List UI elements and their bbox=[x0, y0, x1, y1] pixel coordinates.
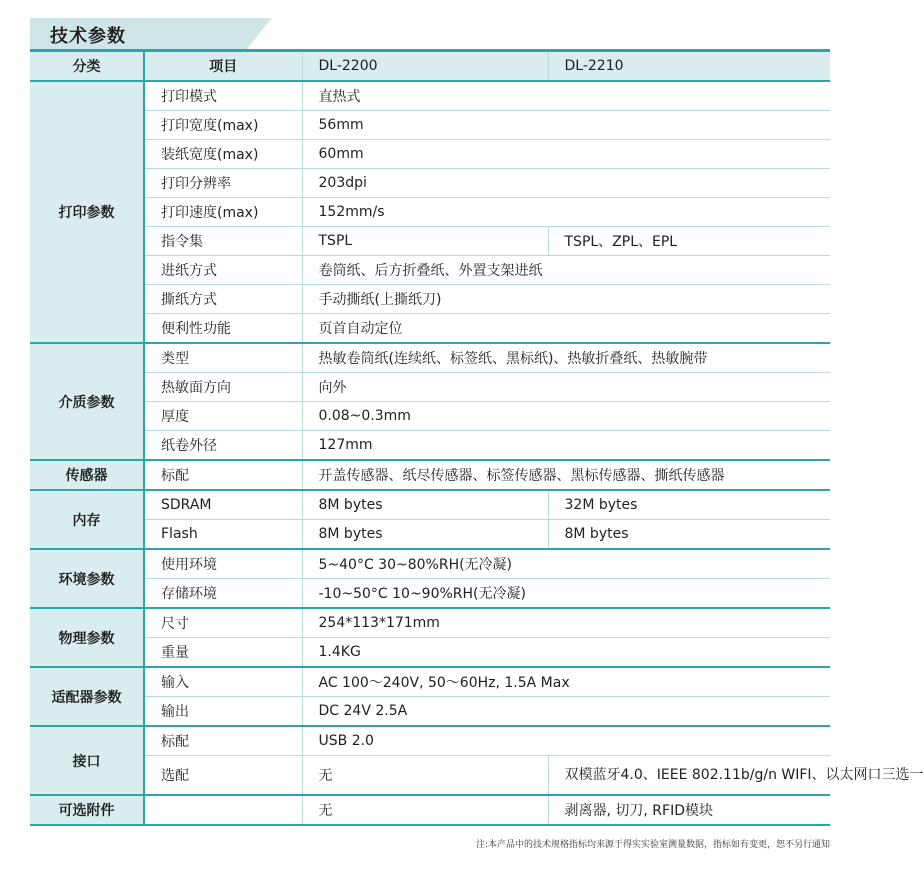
table-row bbox=[30, 343, 830, 373]
row-item: 标配 bbox=[144, 460, 302, 490]
row-value: 手动撕纸(上撕纸刀) bbox=[302, 285, 830, 314]
row-item: 打印分辨率 bbox=[144, 169, 302, 198]
table-row bbox=[30, 140, 830, 169]
row-value-a: 无 bbox=[302, 795, 548, 825]
row-value-b: 32M bytes bbox=[548, 490, 830, 520]
table-row bbox=[30, 795, 830, 825]
row-item: 进纸方式 bbox=[144, 256, 302, 285]
row-item: Flash bbox=[144, 520, 302, 550]
table-row bbox=[30, 227, 830, 256]
row-value: 254*113*171mm bbox=[302, 608, 830, 638]
group-media: 介质参数 bbox=[30, 343, 144, 460]
table-row bbox=[30, 256, 830, 285]
table-row bbox=[30, 81, 830, 111]
table-row bbox=[30, 314, 830, 344]
table-row bbox=[30, 490, 830, 520]
page-title: 技术参数 bbox=[50, 26, 126, 47]
row-value: AC 100～240V, 50～60Hz, 1.5A Max bbox=[302, 667, 830, 697]
table-header bbox=[30, 52, 830, 81]
row-value-a: 8M bytes bbox=[302, 520, 548, 550]
group-print: 打印参数 bbox=[30, 81, 144, 343]
row-value: 60mm bbox=[302, 140, 830, 169]
row-value: DC 24V 2.5A bbox=[302, 697, 830, 727]
row-value-b: 剥离器, 切刀, RFID模块 bbox=[548, 795, 830, 825]
row-item: 打印模式 bbox=[144, 81, 302, 111]
table-row bbox=[30, 549, 830, 579]
row-item: 热敏面方向 bbox=[144, 373, 302, 402]
group-interface: 接口 bbox=[30, 726, 144, 795]
row-item: 便利性功能 bbox=[144, 314, 302, 344]
footnote: 注:本产品中的技术规格指标均来源于得实实验室测量数据，指标如有变更，恕不另行通知 bbox=[475, 840, 830, 850]
row-item: 打印速度(max) bbox=[144, 198, 302, 227]
row-value-a: TSPL bbox=[302, 227, 548, 256]
row-item: 使用环境 bbox=[144, 549, 302, 579]
row-value: 热敏卷筒纸(连续纸、标签纸、黑标纸)、热敏折叠纸、热敏腕带 bbox=[302, 343, 830, 373]
table-row bbox=[30, 373, 830, 402]
row-value: 向外 bbox=[302, 373, 830, 402]
row-value: 直热式 bbox=[302, 81, 830, 111]
row-item: 输入 bbox=[144, 667, 302, 697]
table-row bbox=[30, 608, 830, 638]
row-item: 标配 bbox=[144, 726, 302, 756]
row-value: -10~50°C 10~90%RH(无冷凝) bbox=[302, 579, 830, 609]
row-value-a: 8M bytes bbox=[302, 490, 548, 520]
row-item: 尺寸 bbox=[144, 608, 302, 638]
row-value: 127mm bbox=[302, 431, 830, 461]
group-sensor: 传感器 bbox=[30, 460, 144, 490]
row-value: 5~40°C 30~80%RH(无冷凝) bbox=[302, 549, 830, 579]
row-item: 厚度 bbox=[144, 402, 302, 431]
row-value: 卷筒纸、后方折叠纸、外置支架进纸 bbox=[302, 256, 830, 285]
spec-table bbox=[30, 52, 924, 826]
row-value: 开盖传感器、纸尽传感器、标签传感器、黑标传感器、撕纸传感器 bbox=[302, 460, 830, 490]
row-value: 0.08~0.3mm bbox=[302, 402, 830, 431]
row-item: 选配 bbox=[144, 756, 302, 796]
group-environment: 环境参数 bbox=[30, 549, 144, 608]
table-row bbox=[30, 285, 830, 314]
row-item: 存储环境 bbox=[144, 579, 302, 609]
table-row bbox=[30, 402, 830, 431]
table-row bbox=[30, 169, 830, 198]
header-model-b: DL-2210 bbox=[548, 52, 830, 81]
row-value: USB 2.0 bbox=[302, 726, 830, 756]
table-row bbox=[30, 520, 830, 550]
table-row bbox=[30, 697, 830, 727]
row-item: 输出 bbox=[144, 697, 302, 727]
table-row bbox=[30, 638, 830, 668]
row-value-b: TSPL、ZPL、EPL bbox=[548, 227, 830, 256]
row-value: 152mm/s bbox=[302, 198, 830, 227]
row-item: SDRAM bbox=[144, 490, 302, 520]
table-row bbox=[30, 111, 830, 140]
table-row bbox=[30, 726, 830, 756]
row-value-b: 双模蓝牙4.0、IEEE 802.11b/g/n WIFI、以太网口三选一 bbox=[548, 756, 830, 796]
table-row bbox=[30, 667, 830, 697]
table-row bbox=[30, 431, 830, 461]
row-value: 页首自动定位 bbox=[302, 314, 830, 344]
row-item: 指令集 bbox=[144, 227, 302, 256]
group-adapter: 适配器参数 bbox=[30, 667, 144, 726]
group-memory: 内存 bbox=[30, 490, 144, 549]
row-value-b: 8M bytes bbox=[548, 520, 830, 550]
table-row bbox=[30, 460, 830, 490]
row-item: 纸卷外径 bbox=[144, 431, 302, 461]
row-value: 203dpi bbox=[302, 169, 830, 198]
row-item: 装纸宽度(max) bbox=[144, 140, 302, 169]
row-item: 撕纸方式 bbox=[144, 285, 302, 314]
row-value: 56mm bbox=[302, 111, 830, 140]
row-item: 打印宽度(max) bbox=[144, 111, 302, 140]
row-item: 重量 bbox=[144, 638, 302, 668]
group-physical: 物理参数 bbox=[30, 608, 144, 667]
table-row bbox=[30, 198, 830, 227]
table-row bbox=[30, 579, 830, 609]
row-value-a: 无 bbox=[302, 756, 548, 796]
row-item: 类型 bbox=[144, 343, 302, 373]
row-value: 1.4KG bbox=[302, 638, 830, 668]
header-model-a: DL-2200 bbox=[302, 52, 548, 81]
row-item bbox=[144, 795, 302, 825]
group-accessories: 可选附件 bbox=[30, 795, 144, 825]
table-row bbox=[30, 756, 830, 796]
header-category: 分类 bbox=[30, 52, 144, 81]
header-item: 项目 bbox=[144, 52, 302, 81]
